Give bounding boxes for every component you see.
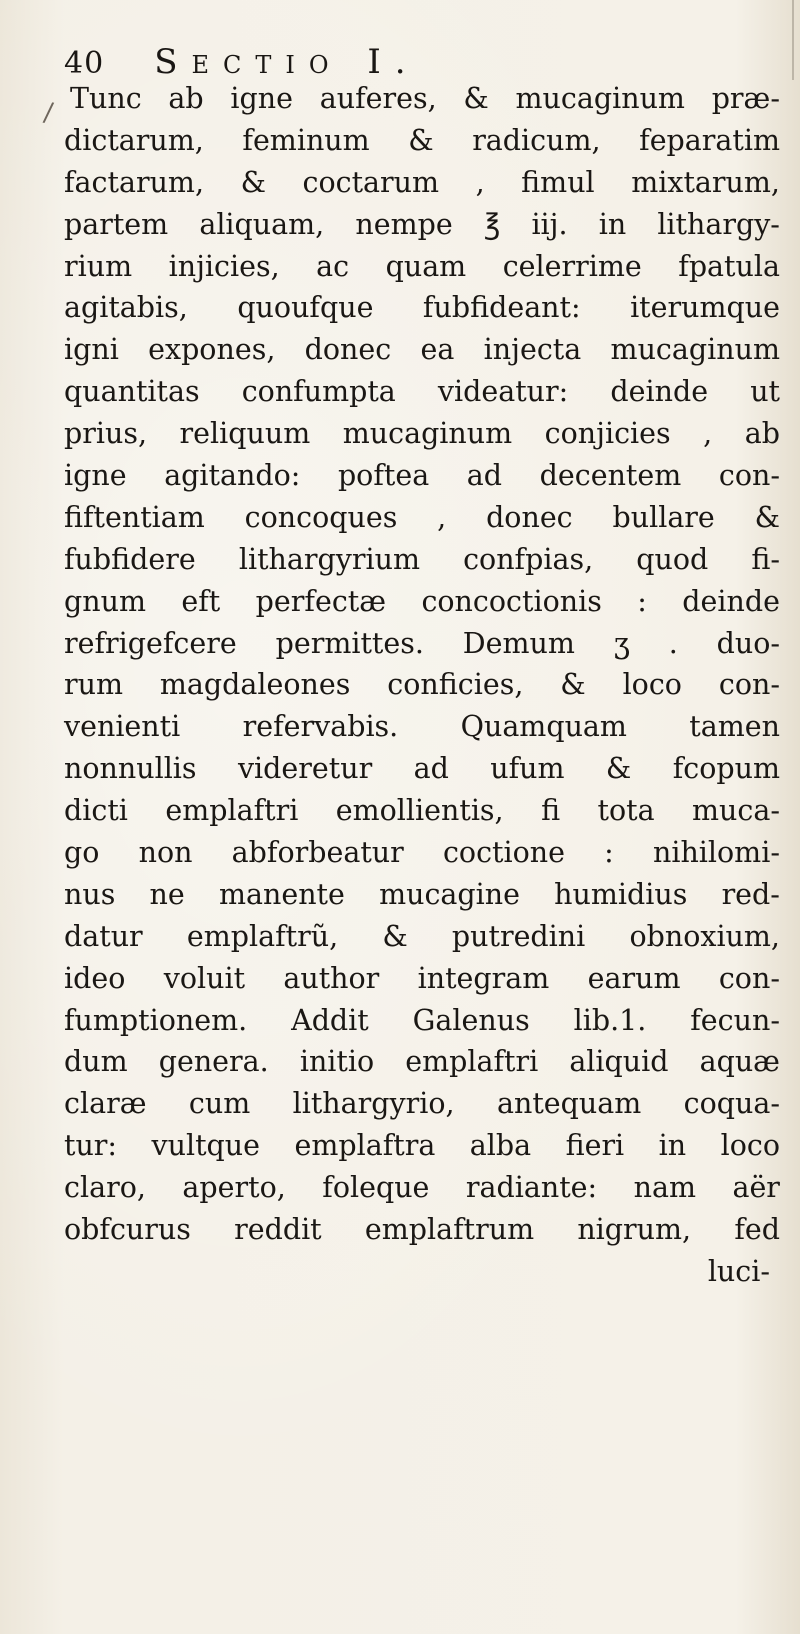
running-head: Sectio I. <box>154 42 420 82</box>
page-number: 40 <box>64 46 105 81</box>
text-line: prius, reliquum mucaginum conjicies , ab <box>64 417 780 451</box>
text-line: dum genera. initio emplaftri aliquid aquæ <box>64 1045 780 1079</box>
text-line: rium injicies, ac quam celerrime fpatula <box>64 249 780 283</box>
text-line: dictarum, feminum & radicum, feparatim <box>64 123 780 157</box>
text-line: agitabis, quoufque fubfideant: iterumque <box>64 291 780 325</box>
text-line: fumptionem. Addit Galenus lib.1. fecun- <box>64 1003 780 1037</box>
catchword: luci- <box>707 1254 770 1288</box>
text-line: igne agitando: poftea ad decentem con- <box>64 459 780 493</box>
text-line: venienti refervabis. Quamquam tamen <box>64 710 780 744</box>
text-line: refrigefcere permittes. Demum ʒ . duo- <box>64 626 780 660</box>
text-line: factarum, & coctarum , fimul mixtarum, <box>64 165 780 199</box>
text-line: gnum eft perfectæ concoctionis : deinde <box>64 584 780 618</box>
text-line: fiftentiam concoques , donec bullare & <box>64 500 780 534</box>
text-line: go non abforbeatur coctione : nihilomi- <box>64 836 780 870</box>
text-line: claræ cum lithargyrio, antequam coqua- <box>64 1087 780 1121</box>
text-line: nonnullis videretur ad ufum & fcopum <box>64 752 780 786</box>
text-line: igni expones, donec ea injecta mucaginum <box>64 333 780 367</box>
page-edge-shadow <box>792 0 794 80</box>
text-line: rum magdaleones conficies, & loco con- <box>64 668 780 702</box>
text-line: claro, aperto, foleque radiante: nam aër <box>64 1171 780 1205</box>
text-line: dicti emplaftri emollientis, fi tota muca- <box>64 794 780 828</box>
text-line: tur: vultque emplaftra alba fieri in loco <box>64 1129 780 1163</box>
text-line: datur emplaftrũ, & putredini obnoxium, <box>64 919 780 953</box>
text-line: quantitas confumpta videatur: deinde ut <box>64 375 780 409</box>
text-line: ideo voluit author integram earum con- <box>64 961 780 995</box>
text-line: partem aliquam, nempe ℥ iij. in lithargy- <box>64 207 780 241</box>
body-text <box>64 78 780 1293</box>
text-line: obfcurus reddit emplaftrum nigrum, fed <box>64 1213 780 1247</box>
text-line: nus ne manente mucagine humidius red- <box>64 877 780 911</box>
margin-mark: / <box>41 97 55 129</box>
text-line: fubfidere lithargyrium confpias, quod fi- <box>64 542 780 576</box>
text-line: Tunc ab igne auferes, & mucaginum præ- <box>70 82 780 115</box>
page-header <box>64 42 764 82</box>
